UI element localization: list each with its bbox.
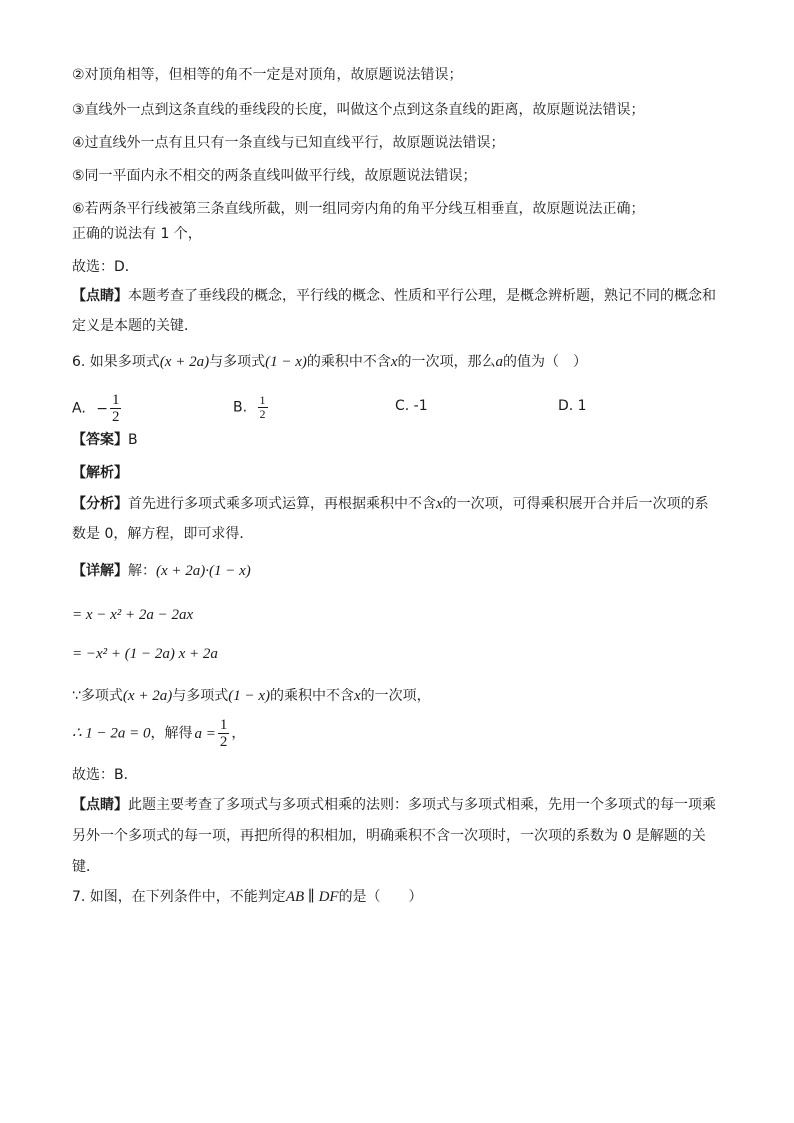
statement-4: ④过直线外一点有且只有一条直线与已知直线平行，故原题说法错误；: [72, 135, 505, 151]
comment-6: 【点睛】此题主要考查了多项式与多项式相乘的法则：多项式与多项式相乘，先用一个多项式的每一项乘: [72, 797, 716, 813]
comment-5-cont: 定义是本题的关键．: [72, 318, 198, 334]
fraction-one-half: $\frac{1}{2}$: [219, 717, 228, 750]
answer: 【答案】B: [72, 432, 138, 448]
step-1: = x − x² + 2a − 2ax: [72, 607, 194, 623]
choice-d: 故选：D．: [72, 259, 139, 275]
fraction-one-half: $\frac{1}{2}$: [111, 392, 120, 425]
comment-tag: 【点睛】: [72, 797, 128, 813]
analysis-text-cont: 数是 0，解方程，即可求得．: [72, 526, 254, 542]
option-a[interactable]: A. − $\frac{1}{2}$: [72, 392, 120, 425]
statement-2: ②对顶角相等，但相等的角不一定是对顶角，故原题说法错误；: [72, 67, 463, 83]
statement-3: ③直线外一点到这条直线的垂线段的长度，叫做这个点到这条直线的距离，故原题说法错误；: [72, 102, 645, 118]
comment-5: 【点睛】本题考查了垂线段的概念，平行线的概念、性质和平行公理，是概念辨析题，熟记不同的概念和: [72, 288, 716, 304]
analysis-tag: 【解析】: [72, 465, 128, 481]
statement-5: ⑤同一平面内永不相交的两条直线叫做平行线，故原题说法错误；: [72, 168, 477, 184]
therefore-line: ∴ 1 − 2a = 0，解得 a = $\frac{1}{2}$ ，: [72, 717, 246, 750]
comment-tag: 【点睛】: [72, 288, 128, 304]
statement-6: ⑥若两条平行线被第三条直线所截，则一组同旁内角的角平分线互相垂直，故原题说法正确；: [72, 201, 645, 217]
comment-6-end: 键．: [72, 859, 100, 875]
because-symbol: ∵: [72, 688, 81, 704]
analysis-text: 【分析】首先进行多项式乘多项式运算，再根据乘积中不含x的一次项，可得乘积展开合并后一次项的系: [72, 496, 709, 512]
choice-b: 故选：B．: [72, 767, 138, 783]
option-b[interactable]: B. $\frac{1}{2}$: [233, 393, 266, 421]
fraction-one-half: $\frac{1}{2}$: [259, 393, 266, 421]
option-c[interactable]: C. -1: [395, 398, 428, 414]
question-6-stem: 6. 如果多项式(x + 2a)与多项式(1 − x)的乘积中不含x的一次项，那么a的值为（ ）: [72, 354, 588, 370]
step-2: = −x² + (1 − 2a) x + 2a: [72, 646, 218, 662]
detail-line: 【详解】解：(x + 2a)·(1 − x): [72, 563, 251, 579]
answer-tag: 【答案】: [72, 432, 128, 448]
question-7-stem: 7. 如图，在下列条件中，不能判定AB ∥ DF的是（ ）: [72, 889, 423, 905]
comment-6-cont: 另外一个多项式的每一项，再把所得的积相加，明确乘积不含一次项时，一次项的系数为 0 是解题的关: [72, 828, 706, 844]
because-line: ∵多项式(x + 2a)与多项式(1 − x)的乘积中不含x的一次项，: [72, 688, 431, 704]
correct-count: 正确的说法有 1 个，: [72, 226, 202, 242]
option-d[interactable]: D. 1: [558, 398, 587, 414]
